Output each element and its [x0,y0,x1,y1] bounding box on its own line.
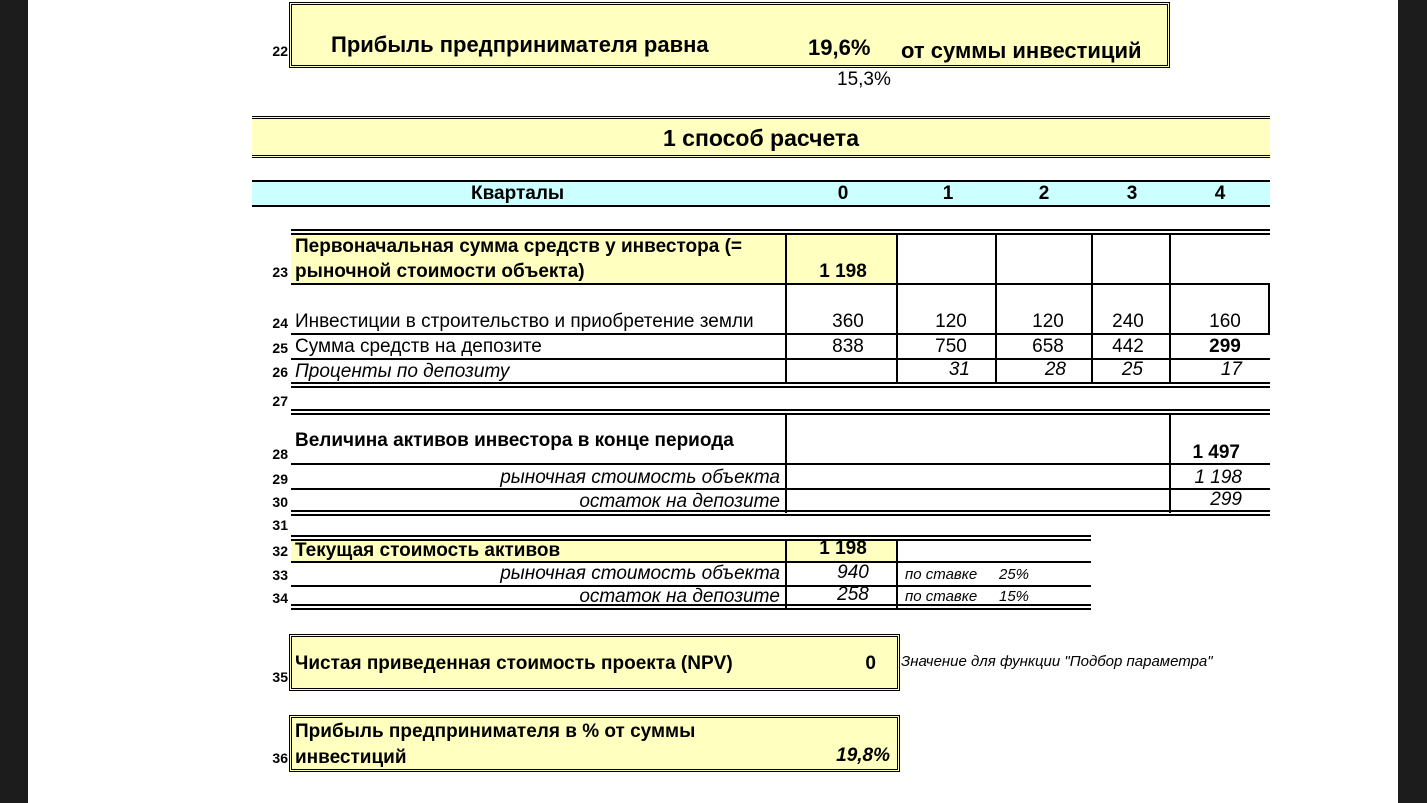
npv-label: Чистая приведенная стоимость проекта (NPV) [295,653,733,674]
profit-pct-value: 19,8% [836,745,890,766]
current-value-label: Текущая стоимость активов [295,540,561,561]
row-number-34: 34 [272,590,288,606]
assets-end-value: 1 497 [1192,442,1240,463]
deposit-q0: 838 [832,336,864,357]
current-market-value: 940 [837,562,869,583]
profit-pct-label-line1: Прибыль предпринимателя в % от суммы [295,721,696,742]
row-number-31: 31 [272,517,288,533]
initial-sum-value: 1 198 [819,261,867,282]
investments-label: Инвестиции в строительство и приобретение земли [295,311,754,332]
investments-q1: 120 [935,311,967,332]
npv-value: 0 [865,653,876,674]
profit-banner-subvalue: 15,3% [837,69,891,90]
quarter-col-3: 3 [1126,183,1138,204]
interest-label: Проценты по депозиту [295,361,510,382]
current-market-label: рыночная стоимость объекта [500,563,780,584]
deposit-rest-label: остаток на депозите [579,491,780,512]
initial-sum-label-line1: Первоначальная сумма средств у инвестора (= [295,236,743,257]
current-market-rate-label: по ставке [905,566,978,583]
row-number-26: 26 [272,364,288,380]
quarter-col-1: 1 [942,183,954,204]
row-number-24: 24 [272,315,288,331]
deposit-q2: 658 [1032,336,1064,357]
row-number-32: 32 [272,543,288,559]
current-deposit-rate: 15% [999,588,1030,605]
quarter-col-0: 0 [837,183,849,204]
interest-q4: 17 [1220,359,1242,380]
investments-q0: 360 [832,311,864,332]
row-number-27: 27 [272,393,288,409]
investments-q3: 240 [1112,311,1144,332]
deposit-q4: 299 [1209,336,1241,357]
interest-q1: 31 [948,359,970,380]
row-number-23: 23 [272,264,288,280]
interest-q3: 25 [1121,359,1143,380]
initial-sum-label-line2: рыночной стоимости объекта) [295,261,585,282]
current-deposit-label: остаток на депозите [579,586,780,607]
quarter-col-4: 4 [1214,183,1226,204]
profit-banner-suffix: от суммы инвестиций [901,38,1142,63]
row-number-28: 28 [272,446,288,462]
row-number-22: 22 [272,43,288,59]
row-number-29: 29 [272,471,288,487]
current-deposit-value: 258 [837,584,869,605]
quarters-label: Кварталы [471,183,565,204]
deposit-rest-value: 299 [1210,489,1242,510]
current-market-rate: 25% [999,566,1030,583]
section-title: 1 способ расчета [663,125,859,151]
quarter-col-2: 2 [1038,183,1050,204]
market-value-value: 1 198 [1194,467,1242,488]
spreadsheet-page [28,0,1398,803]
investments-q2: 120 [1032,311,1064,332]
row-number-33: 33 [272,567,288,583]
row-number-35: 35 [272,669,288,685]
npv-note: Значение для функции "Подбор параметра" [901,653,1213,670]
row-number-30: 30 [272,494,288,510]
investments-q4: 160 [1209,311,1241,332]
row-number-25: 25 [272,340,288,356]
current-deposit-rate-label: по ставке [905,588,978,605]
row-number-36: 36 [272,750,288,766]
deposit-q1: 750 [935,336,967,357]
deposit-label: Сумма средств на депозите [295,336,542,357]
profit-banner-label: Прибыль предпринимателя равна [331,32,709,57]
market-value-label: рыночная стоимость объекта [500,467,780,488]
interest-q2: 28 [1044,359,1066,380]
profit-banner-value: 19,6% [808,35,871,60]
deposit-q3: 442 [1112,336,1144,357]
assets-end-label: Величина активов инвестора в конце периода [295,430,734,451]
current-value-value: 1 198 [819,538,867,559]
profit-pct-label-line2: инвестиций [295,747,407,768]
